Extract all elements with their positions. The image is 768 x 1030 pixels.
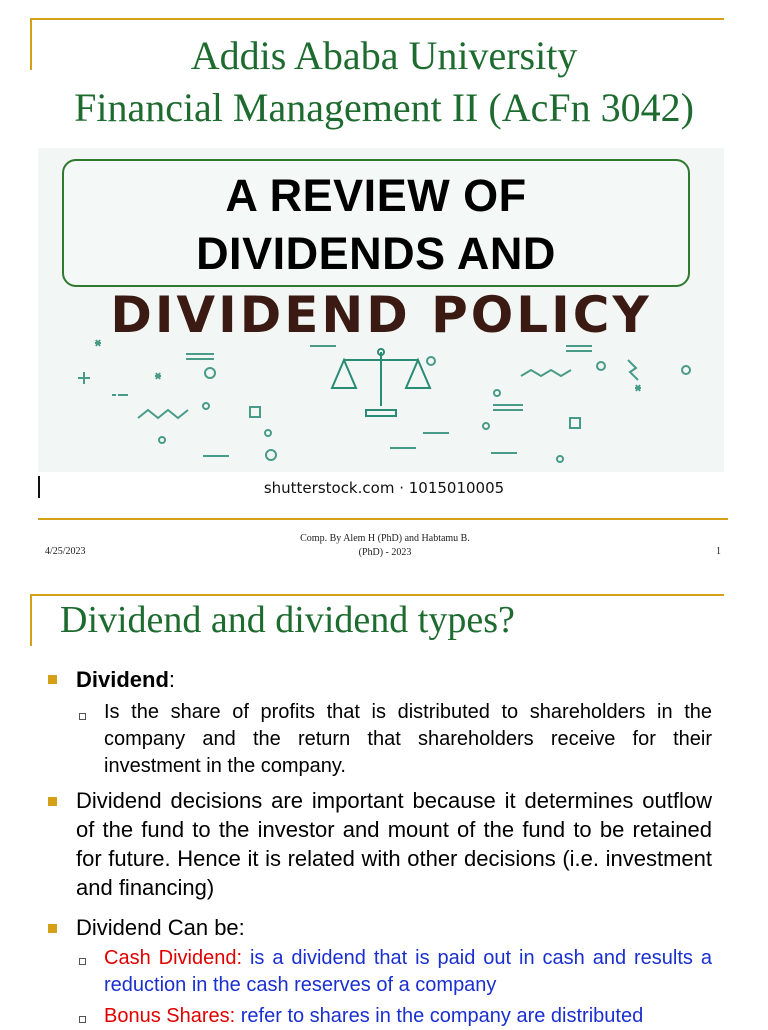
credit-line-2: (PhD) - 2023: [358, 547, 412, 558]
review-line-2: DIVIDENDS AND: [196, 228, 556, 279]
dividend-types-heading: Dividend Can be:: [76, 915, 245, 940]
slide-page-number: 1: [716, 546, 721, 557]
slide2-top-rule: [30, 594, 724, 596]
course-title: Financial Management II (AcFn 3042): [74, 85, 694, 130]
dividend-policy-heading: DIVIDEND POLICY: [110, 286, 652, 344]
review-title-box: [62, 159, 690, 287]
slide-credit: [255, 532, 515, 560]
bullet-marker: [48, 675, 57, 684]
footer-rule: [38, 518, 728, 520]
dividend-heading: [76, 665, 175, 694]
sub-bullet-marker: [79, 958, 86, 965]
top-rule: [30, 18, 724, 20]
bullet-marker: [48, 797, 57, 806]
cash-dividend-item: [104, 945, 712, 999]
slide2-left-vrule: [30, 594, 32, 646]
dividend-banner-image: [38, 148, 724, 472]
university-title: Addis Ababa University: [190, 33, 578, 78]
image-watermark: shutterstock.com · 1015010005: [263, 479, 505, 497]
bullet-marker: [48, 924, 57, 933]
review-line-1: A REVIEW OF: [225, 170, 527, 221]
cash-dividend-definition: is a dividend that is paid out in cash and results a reduction in the cash reserves of a company: [104, 947, 712, 996]
slide-date: 4/25/2023: [45, 546, 86, 557]
sub-bullet-marker: [79, 1016, 86, 1023]
credit-line-1: Comp. By Alem H (PhD) and Habtamu B.: [300, 533, 470, 544]
bonus-shares-definition: refer to shares in the company are distributed: [235, 1005, 644, 1027]
dividend-decisions-text: Dividend decisions are important because it determines outflow of the fund to the investor and mount of the fund to be retained for future. Hence it is related with other decisions (i.e. investment and financing): [76, 788, 712, 900]
bonus-shares-item: [104, 1003, 744, 1030]
scale-icon: [332, 349, 430, 416]
dividend-term: Dividend: [76, 667, 169, 692]
sub-bullet-marker: [79, 713, 86, 720]
slide2-title: Dividend and dividend types?: [60, 599, 515, 641]
dividend-definition: Is the share of profits that is distributed to shareholders in the company and the return that shareholders receive for their investment in the company.: [104, 701, 712, 777]
cash-dividend-term: Cash Dividend:: [104, 947, 243, 969]
dividend-colon: :: [168, 667, 176, 692]
bonus-shares-term: Bonus Shares:: [104, 1005, 236, 1027]
